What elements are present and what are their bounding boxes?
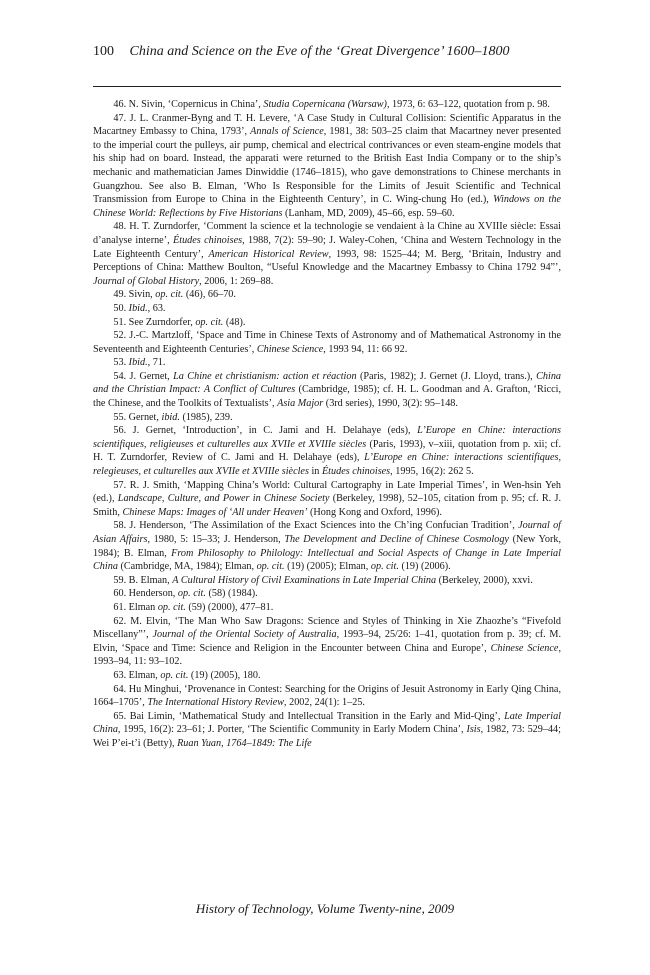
footnote-italic-text: Études chinoises bbox=[173, 234, 243, 246]
footnote-text: , 1995, 16(2): 23–61; J. Porter, ‘The Scientific Community in Early Modern China’, bbox=[117, 724, 467, 736]
footnote-text: (48). bbox=[223, 316, 246, 328]
footnote-text: , 1995, 16(2): 262 5. bbox=[390, 466, 474, 478]
footnote-text: 46. N. Sivin, ‘Copernicus in China’, bbox=[113, 99, 264, 110]
footnote-text: , 1993 94, 11: 66 92. bbox=[323, 343, 408, 355]
footnote-text: 63. Elman, bbox=[113, 669, 161, 681]
footnote-italic-text: Landscape, Culture, and Power in Chinese Society bbox=[117, 493, 330, 505]
footnote-text: , 63. bbox=[147, 302, 166, 314]
footnote-italic-text: L’Europe en Chine: interactions scientifiques, relegieuses, et culturelles aux XVIIe et XVIIIe siècles bbox=[93, 452, 561, 478]
footnote-text: 60. Henderson, bbox=[113, 588, 178, 600]
footnote-text: (19) (2006). bbox=[398, 561, 451, 573]
footnote-italic-text: Chinese Science bbox=[256, 343, 324, 355]
footnote-text: 64. Hu Minghui, ‘Provenance in Contest: Searching for the Origins of Jesuit Astronomy in Early Qing China, 1664–1705’, bbox=[93, 683, 561, 709]
footnote-text: 61. Elman bbox=[113, 601, 158, 613]
footnote-text: 59. B. Elman, bbox=[113, 574, 173, 586]
footnote-text: (Hong Kong and Oxford, 1996). bbox=[307, 506, 442, 518]
footnote-italic-text: L’Europe en Chine: interactions scientifiques, religieuses et culturelles aux XVIIe et XVIIIe siècles bbox=[93, 425, 561, 450]
footnote-italic-text: Ibid. bbox=[128, 357, 148, 369]
footnote bbox=[93, 479, 561, 520]
footnote-text: (Paris, 1982); J. Gernet (J. Lloyd, trans.), bbox=[356, 370, 537, 382]
footnote-text: 52. J.-C. Martzloff, ‘Space and Time in Chinese Texts of Astronomy and of Mathematical Astronomy in the Seventeenth and Eighteenth Centuries’, bbox=[93, 330, 561, 355]
running-title: China and Science on the Eve of the ‘Great Divergence’ 1600–1800 bbox=[129, 44, 510, 59]
footnote-text: (1985), 239. bbox=[179, 411, 233, 423]
footnote-italic-text: Studia Copernicana (Warsaw) bbox=[263, 99, 387, 110]
footnote-text: , 1973, 6: 63–122, quotation from p. 98. bbox=[386, 99, 550, 110]
footnote-text: , 1993–94, 25/26: 1–41, quotation from p. 39; cf. M. Elvin, ‘Space and Time: Science and Religion in the Encounter between China and Europe’, bbox=[93, 629, 562, 654]
footnote bbox=[93, 329, 561, 356]
footnote-text: , 1980, 5: 15–33; J. Henderson, bbox=[147, 534, 285, 545]
footnote-text: 49. Sivin, bbox=[113, 289, 156, 301]
footnote bbox=[93, 601, 561, 615]
footnote bbox=[93, 683, 561, 710]
footnote-text: 57. R. J. Smith, ‘Mapping China’s World: Cultural Cartography in Late Imperial Times’, in Wen-hsin Yeh (ed.), bbox=[93, 479, 561, 505]
footnote-text: 53. bbox=[113, 357, 129, 369]
footnote-text: 55. Gernet, bbox=[113, 411, 162, 423]
footnote bbox=[93, 112, 561, 221]
footnote-italic-text: Asia Major bbox=[277, 398, 324, 410]
footnote-italic-text: From Philosophy to Philology: Intellectual and Social Aspects of Change in Late Imperial China bbox=[93, 547, 561, 573]
footnote-text: (Paris, 1993), v–xiii, quotation from p. xii; cf. H. T. Zurndorfer, Review of C. Jami and H. Delahaye (eds), bbox=[93, 438, 561, 464]
footnote-italic-text: Isis bbox=[466, 724, 481, 736]
footnote-text: in bbox=[308, 466, 322, 478]
footnote-text: 50. bbox=[113, 302, 129, 314]
running-header bbox=[93, 43, 563, 61]
footnote bbox=[93, 519, 561, 573]
footnote-italic-text: Journal of Asian Affairs bbox=[93, 520, 561, 545]
footnote-italic-text: op. cit. bbox=[177, 588, 206, 600]
footnote bbox=[93, 288, 561, 302]
footnote-italic-text: Annals of Science bbox=[250, 126, 324, 138]
footnote bbox=[93, 356, 561, 370]
footnote-text: (59) (2000), 477–81. bbox=[185, 601, 274, 613]
footnote-italic-text: op. cit. bbox=[160, 669, 189, 681]
footnote-text: 54. J. Gernet, bbox=[113, 370, 174, 382]
footnote-text: (Berkeley, 2000), xxvi. bbox=[436, 574, 533, 586]
footnote-italic-text: ibid. bbox=[161, 411, 180, 423]
page-number: 100 bbox=[93, 44, 114, 59]
footnote-text: 47. J. L. Cranmer-Byng and T. H. Levere, ‘A Case Study in Cultural Collision: Scientific Apparatus in the Macartney Embassy to China, 1793’, bbox=[93, 112, 561, 138]
footnote-text: , 2002, 24(1): 1–25. bbox=[284, 697, 365, 709]
footnote bbox=[93, 710, 561, 751]
footnote bbox=[93, 98, 561, 112]
footnote-text: (3rd series), 1990, 3(2): 95–148. bbox=[323, 398, 458, 410]
footnotes-list bbox=[93, 98, 561, 751]
footnote-italic-text: Journal of Global History bbox=[93, 275, 200, 287]
footnote bbox=[93, 370, 561, 411]
footnote-italic-text: Windows on the Chinese World: Reflections by Five Historians bbox=[93, 194, 561, 219]
footnote-italic-text: Études chinoises bbox=[321, 466, 391, 478]
footnote-text: (19) (2005), 180. bbox=[188, 669, 261, 681]
footnote-text: (Cambridge, 1985); cf. H. L. Goodman and A. Grafton, ‘Ricci, the Chinese, and the Toolkits of Textualists’, bbox=[93, 384, 561, 410]
footnote-italic-text: American Historical Review bbox=[208, 248, 329, 260]
footnote bbox=[93, 302, 561, 316]
footnote-text: 62. M. Elvin, ‘The Man Who Saw Dragons: Science and Styles of Thinking in Xie Zhaozhe’s “Fivefold Miscellany”’, bbox=[93, 615, 561, 641]
footnote-text: (Berkeley, 1998), 52–105, citation from p. 95; cf. R. J. Smith, bbox=[93, 493, 561, 518]
footnote bbox=[93, 669, 561, 683]
footnote bbox=[93, 574, 561, 588]
footnote-italic-text: The International History Review bbox=[147, 697, 285, 709]
footnote-italic-text: Journal of the Oriental Society of Australia bbox=[152, 629, 337, 641]
footnote-italic-text: op. cit. bbox=[157, 601, 186, 613]
footnote-text: (58) (1984). bbox=[205, 588, 258, 600]
footnote-text: (19) (2005); Elman, bbox=[284, 561, 371, 573]
page-footer: History of Technology, Volume Twenty-nine, 2009 bbox=[195, 901, 455, 916]
footnote-italic-text: China and the Christian Impact: A Conflict of Cultures bbox=[93, 370, 562, 396]
footnote bbox=[93, 220, 561, 288]
footnote-italic-text: A Cultural History of Civil Examinations in Late Imperial China bbox=[172, 574, 437, 586]
footnote-italic-text: op. cit. bbox=[370, 561, 399, 573]
header-rule bbox=[93, 86, 561, 87]
footnote-text: (Cambridge, MA, 1984); Elman, bbox=[117, 561, 257, 573]
footnote-text: , 1993, 98: 1525–44; M. Berg, ‘Britain, Industry and Perceptions of China: Matthew Boulton, “Useful Knowledge and the Macartney Embassy to China 1792 94”’, bbox=[93, 248, 561, 274]
footnote-text: , 2006, 1: 269–88. bbox=[199, 275, 274, 287]
footnote bbox=[93, 411, 561, 425]
footnote-italic-text: Chinese Maps: Images of ‘All under Heaven’ bbox=[122, 506, 308, 518]
footnote-text: , 1993–94, 11: 93–102. bbox=[93, 642, 561, 668]
footnote bbox=[93, 587, 561, 601]
footnote-italic-text: Chinese Science bbox=[490, 642, 559, 654]
footnote-text: (Lanham, MD, 2009), 45–66, esp. 59–60. bbox=[282, 207, 455, 219]
footnote-text: 48. H. T. Zurndorfer, ‘Comment la science et la technologie se vendaient à la Chine au XVIIIe siècle: Essai d’analyse interne’, bbox=[93, 221, 561, 246]
footnote-italic-text: op. cit. bbox=[256, 561, 285, 573]
footnote-italic-text: op. cit. bbox=[195, 316, 224, 328]
footnote-text: (New York, 1984); B. Elman, bbox=[93, 534, 561, 559]
footnote-text: 51. See Zurndorfer, bbox=[113, 316, 196, 328]
footnote-italic-text: op. cit. bbox=[155, 289, 184, 301]
footnote bbox=[93, 424, 561, 478]
footnote-italic-text: The Development and Decline of Chinese Cosmology bbox=[284, 534, 509, 545]
footnote-text: , 1981, 38: 503–25 claim that Macartney never presented to the imperial court the pulleys, air pump, chemical and electrical contrivances or even steam-engine models that his ship had on board. Instead, the apparati were returned to the British East India Company or to the ship’s mechanic and mathematician James Dinwiddie (1746–1815), who gave demonstrations to Chinese merchants in Guangzhou. See also B. Elman, ‘Who Is Responsible for the Limits of Jesuit Scientific and Technical Transmission from Europe to China in the Eighteenth Century’, in C. Wing-chung Ho (ed.), bbox=[93, 126, 562, 206]
footnote-italic-text: Late Imperial China bbox=[93, 710, 561, 736]
footnote bbox=[93, 316, 561, 330]
footnote-italic-text: La Chine et christianism: action et réaction bbox=[173, 370, 357, 382]
footnote-text: , 1988, 7(2): 59–90; J. Waley-Cohen, ‘China and Western Technology in the Late Eighteenth Century’, bbox=[93, 234, 561, 260]
footnote-text: 56. J. Gernet, ‘Introduction’, in C. Jami and H. Delahaye (eds), bbox=[113, 425, 418, 437]
footnote-text: (46), 66–70. bbox=[183, 289, 236, 301]
footnote-text: , 71. bbox=[147, 357, 166, 369]
footnote-text: 58. J. Henderson, ‘The Assimilation of the Exact Sciences into the Ch’ing Confucian Tradition’, bbox=[113, 520, 519, 532]
footnote-italic-text: Ibid. bbox=[128, 302, 148, 314]
footnote-italic-text: Ruan Yuan, 1764–1849: The Life bbox=[177, 737, 312, 749]
footnote-text: , 1982, 73: 529–44; Wei P’ei-t’i (Betty), bbox=[93, 724, 561, 749]
footnote bbox=[93, 615, 561, 669]
footnote-text: 65. Bai Limin, ‘Mathematical Study and Intellectual Transition in the Early and Mid-Qing’, bbox=[113, 710, 505, 722]
